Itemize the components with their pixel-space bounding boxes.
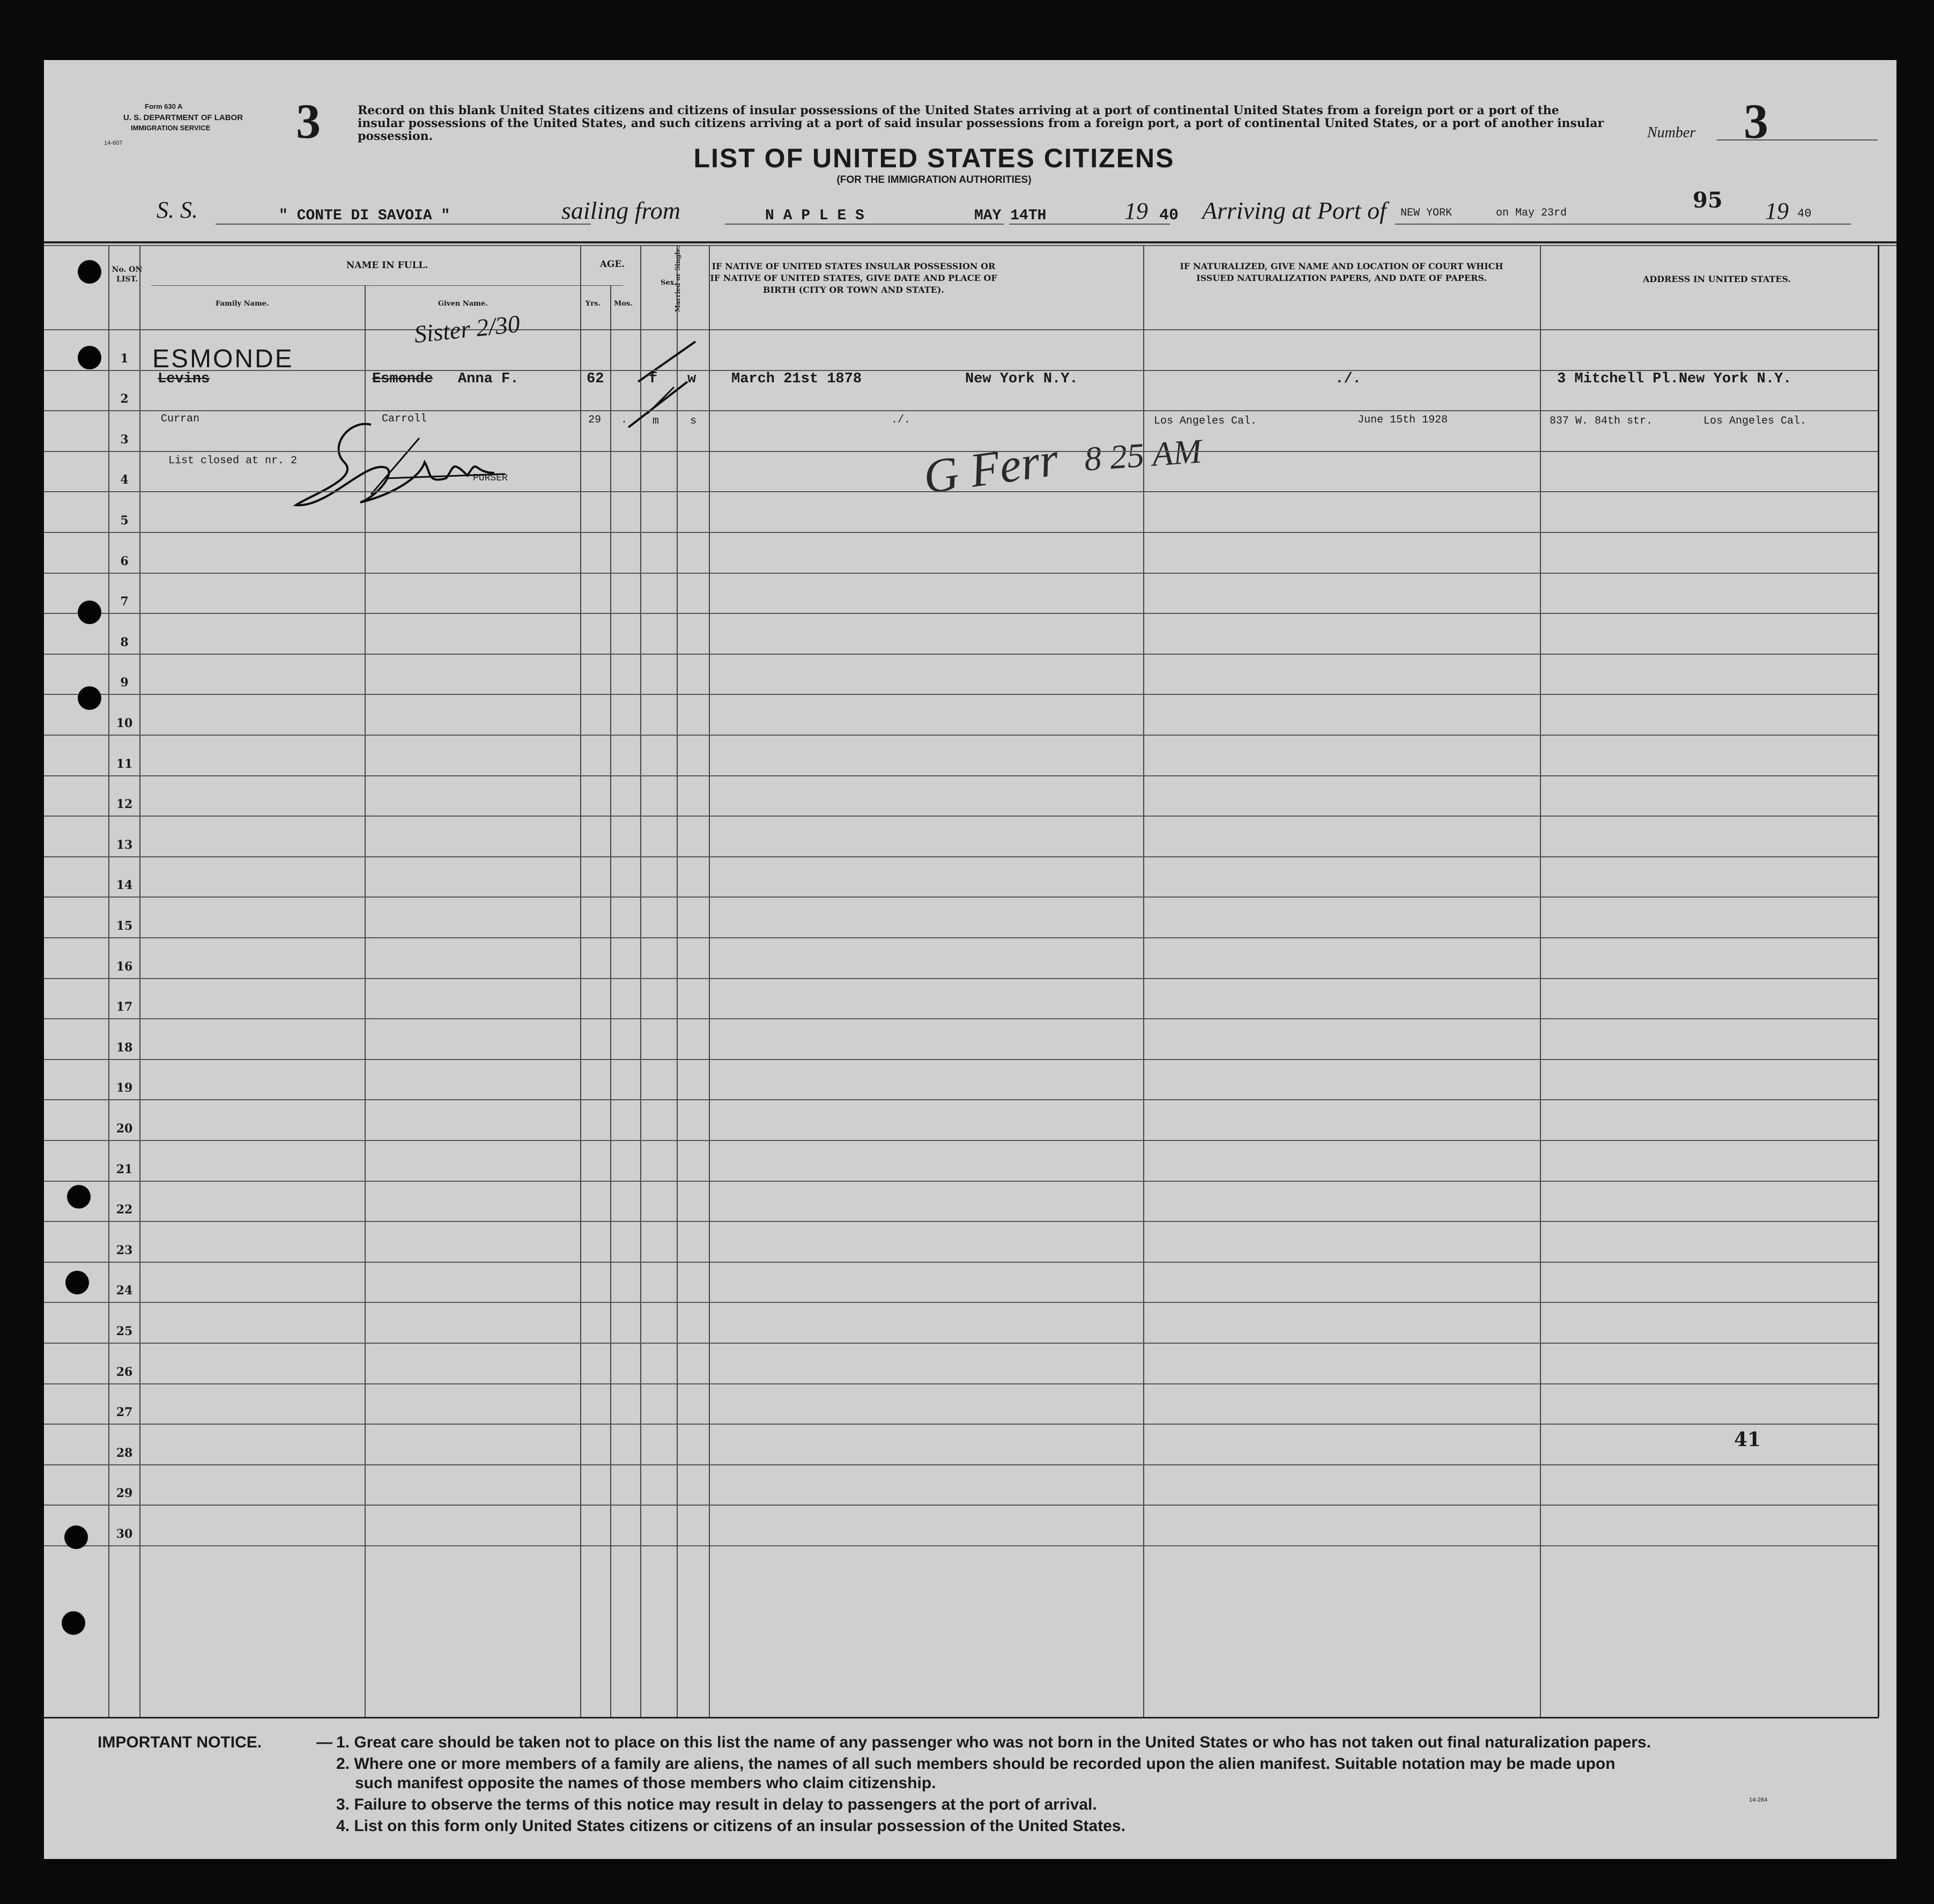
row-rule [44,532,1878,533]
header-no-on-list: No. ON LIST. [112,265,143,284]
row-rule [44,694,1878,695]
row-rule [44,613,1878,614]
number-rule [1717,139,1878,140]
row-number: 7 [120,595,129,609]
sailing-year-prefix: 19 [1124,198,1148,224]
arriving-label: Arriving at Port of [1202,197,1387,224]
row-rule [44,1505,1878,1506]
punch-hole [78,260,101,284]
header-naturalized: IF NATURALIZED, GIVE NAME AND LOCATION OF COURT WHICH ISSUED NATURALIZATION PAPERS, AND DATE OF PAPERS. [1180,261,1503,283]
row-number: 22 [116,1203,133,1217]
punch-hole [64,1525,88,1549]
row-number: 20 [116,1122,133,1136]
row-rule [44,1059,1878,1060]
header-mos: Mos. [614,300,633,308]
punch-hole [65,1271,89,1294]
arrival-year-rule [1760,224,1851,225]
row-rule [44,1302,1878,1303]
tick-marks-icon [623,328,698,446]
sailing-port: N A P L E S [765,208,864,224]
row-rule [44,1221,1878,1222]
row-number: 9 [120,676,129,690]
ship-name: " CONTE DI SAVOIA " [279,208,450,224]
row-number: 27 [116,1405,133,1419]
notice-item-1: 1. Great care should be taken not to place on this list the name of any passenger who was not born in the United States or who has not taken out final naturalization papers. [336,1733,1651,1751]
header-bottom-rule [44,329,1878,330]
col-line-marital-native [709,245,710,1717]
table-top-border-inner [44,245,1896,246]
entry-1-given-name-struck: Esmonde [372,371,433,387]
inspector-initials: G Ferr [920,432,1062,505]
row-number: 6 [120,554,129,568]
entry-1-sex: f [649,371,658,387]
row-rule [44,937,1878,938]
col-line-name-age [580,245,581,1717]
entry-2-birth-info: ./. [891,414,911,426]
entry-1-given-name: Anna F. [458,371,519,387]
table-top-border [44,241,1896,243]
header-sex: Sex. [661,279,677,287]
preamble-text: Record on this blank United States citizens and citizens of insular possessions of the United States arriving at a port of continental United States from a foreign port or a port of the insular possessions of the United States, and such citizens arriving at a port of said insular possessions from a foreign port, a port of continental United States, or a port of another insular possession. [358,103,1604,143]
entry-2-family-name: Curran [161,413,200,425]
row-rule [44,978,1878,979]
row-number: 16 [116,960,133,974]
sheet-number-left: 3 [296,94,321,149]
notice-item-3: 3. Failure to observe the terms of this notice may result in delay to passengers at the port of arrival. [336,1796,1097,1813]
arrival-port: NEW YORK [1401,207,1453,219]
row-rule [44,1383,1878,1384]
header-address: ADDRESS IN UNITED STATES. [1642,274,1791,284]
sailing-year-suffix: 40 [1159,206,1179,225]
entry-2-papers-date: June 15th 1928 [1358,414,1448,426]
header-given-name: Given Name. [438,300,488,308]
entry-1-family-name-correction: ESMONDE [152,345,294,373]
entry-1-marital: w [687,371,696,387]
row-rule [44,1181,1878,1182]
row-rule [44,1018,1878,1019]
notice-dash: — [316,1733,332,1751]
entry-2-address-city: Los Angeles Cal. [1703,415,1807,427]
entry-1-age: 62 [587,371,604,387]
row-number: 21 [116,1162,133,1176]
entry-1-family-name-struck: Levins [158,371,210,387]
notice-item-4: 4. List on this form only United States citizens or citizens of an insular possession of the United States. [336,1817,1125,1835]
row-rule [44,1545,1878,1546]
header-married-single: Married or Single. [674,246,681,312]
inspection-time: 8 25 AM [1083,432,1203,478]
entry-1-birth-place: New York N.Y. [965,371,1078,387]
row-number: 19 [116,1081,133,1095]
row-number: 15 [116,919,133,933]
row-rule [44,410,1878,411]
service-label: IMMIGRATION SERVICE [131,124,211,132]
row-rule [44,1099,1878,1100]
form-subtitle: (FOR THE IMMIGRATION AUTHORITIES) [836,174,1032,186]
punch-hole [78,346,101,369]
punch-hole [62,1611,85,1635]
form-title: LIST OF UNITED STATES CITIZENS [693,143,1175,173]
entry-2-age: 29 [588,414,602,426]
entry-1-naturalization: ./. [1335,371,1361,387]
row-number: 10 [116,716,133,730]
row-number: 13 [116,838,133,852]
entry-2-sex: m [653,415,660,427]
col-line-sex-marital [677,245,678,1717]
entry-1-address: 3 Mitchell Pl.New York N.Y. [1557,371,1792,387]
col-line-naturalized-address [1540,245,1541,1717]
arrival-year-suffix: 40 [1797,207,1812,220]
entry-2-marital: s [690,415,697,427]
entry-2-given-name: Carroll [382,413,427,425]
sailing-from-label: sailing from [561,197,680,224]
entry-1-birth-date: March 21st 1878 [731,371,862,387]
row-number: 1 [120,352,129,366]
row-number: 11 [116,757,133,771]
row-rule [44,654,1878,655]
department-label: U. S. DEPARTMENT OF LABOR [123,113,243,122]
row-rule [44,573,1878,574]
row-rule [44,370,1878,371]
row-rule [44,735,1878,736]
row-number: 30 [116,1527,133,1541]
table-bottom-border [44,1717,1879,1718]
ss-label: S. S. [157,197,198,223]
row-number: 17 [116,1000,133,1014]
row-rule [44,451,1878,452]
row-rule [44,1343,1878,1344]
row-number: 5 [120,514,129,528]
row-number: 12 [116,797,133,811]
row-rule [44,1140,1878,1141]
arrival-date: on May 23rd [1496,207,1567,219]
col-line-yrs-mos [610,285,611,1717]
purser-signature-icon [291,414,516,521]
number-value: 3 [1744,94,1768,149]
row-number: 26 [116,1365,133,1379]
row-number: 3 [120,433,129,447]
row-rule [44,1262,1878,1263]
row-number: 18 [116,1041,133,1055]
header-name-in-full: NAME IN FULL. [346,260,428,271]
page-stamp: 41 [1734,1428,1761,1451]
notice-label: IMPORTANT NOTICE. [98,1733,262,1751]
form-number: Form 630 A [145,102,183,110]
col-line-age-sex [640,245,641,1717]
manifest-sheet [44,60,1896,1859]
purser-label: PURSER [473,473,508,484]
row-number: 8 [120,635,129,649]
row-rule [44,816,1878,817]
row-number: 29 [116,1486,133,1500]
notice-item-2-cont: such manifest opposite the names of those members who claim citizenship. [355,1774,936,1792]
arrival-year-prefix: 19 [1765,198,1789,224]
row-number: 25 [116,1324,133,1338]
name-subheader-rule [151,285,623,286]
row-rule [44,491,1878,492]
punch-hole [67,1185,91,1209]
table-right-border [1878,245,1879,1717]
row-rule [44,856,1878,857]
header-yrs: Yrs. [586,300,601,308]
notice-item-2: 2. Where one or more members of a family are aliens, the names of all such members should be recorded upon the alien manifest. Suitable notation may be made upon [336,1755,1616,1773]
row-rule [44,775,1878,776]
row-number: 14 [116,878,133,892]
row-number: 4 [120,473,129,487]
sailing-date: MAY 14TH [974,208,1047,224]
punch-hole [78,686,101,710]
header-native-birth: IF NATIVE OF UNITED STATES INSULAR POSSESSION OR IF NATIVE OF UNITED STATES, GIVE DATE AND PLACE OF BIRTH (CITY OR TOWN AND STATE). [710,261,997,295]
row-number: 24 [116,1284,133,1298]
number-label: Number [1647,124,1696,141]
row-rule [44,1464,1878,1465]
entry-2-age-mos: . [621,414,628,426]
list-closed-note: List closed at nr. 2 [168,455,298,467]
print-code: 14-607 [104,140,123,146]
entry-1-annotation: Sister 2/30 [412,309,522,349]
entry-2-address-street: 837 W. 84th str. [1550,415,1653,427]
row-number: 23 [116,1243,133,1257]
arrival-extra: 95 [1693,188,1723,213]
punch-hole [78,601,101,624]
row-rule [44,897,1878,898]
row-rule [44,1424,1878,1425]
entry-2-court: Los Angeles Cal. [1154,415,1257,427]
notice-print-code: 14-264 [1749,1797,1768,1803]
row-number: 2 [120,392,129,406]
row-number: 28 [116,1446,133,1460]
header-family-name: Family Name. [216,300,269,308]
header-age: AGE. [599,259,625,270]
